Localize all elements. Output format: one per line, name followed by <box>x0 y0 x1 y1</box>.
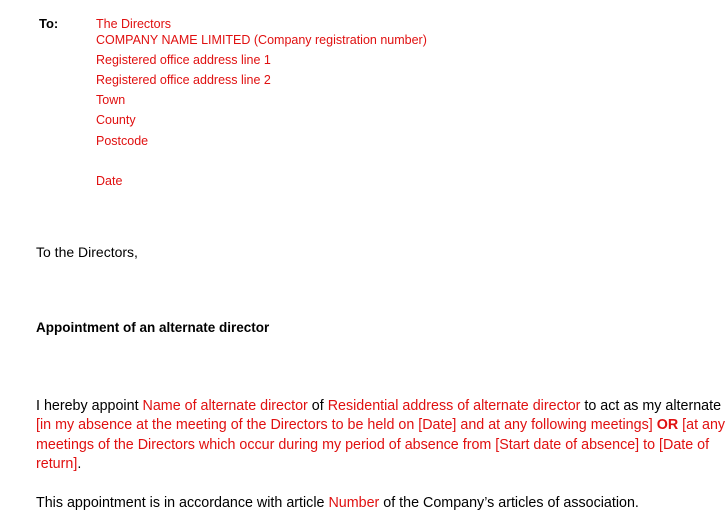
alternate-name-placeholder: Name of alternate director <box>142 398 308 414</box>
address-recipient: The Directors <box>96 17 172 31</box>
salutation: To the Directors, <box>36 244 138 260</box>
address-town: Town <box>96 93 126 107</box>
text-segment: to act as my alternate <box>580 398 722 414</box>
letter-date: Date <box>96 174 123 188</box>
address-county: County <box>96 113 136 127</box>
text-segment: This appointment is in accordance with article <box>36 495 329 511</box>
address-line-1: Registered office address line 1 <box>96 53 271 67</box>
or-keyword: OR <box>656 417 679 434</box>
alternate-address-placeholder: Residential address of alternate director <box>327 398 581 414</box>
text-segment: I hereby appoint <box>36 398 143 414</box>
letter-heading: Appointment of an alternate director <box>36 320 270 335</box>
article-paragraph <box>36 494 726 513</box>
meeting-option-placeholder: [in my absence at the meeting of the Directors to be held on [Date] and at any following meetings] <box>36 417 653 434</box>
text-segment: of <box>307 398 328 414</box>
text-segment: of the Company’s articles of association. <box>379 495 639 511</box>
article-number-placeholder: Number <box>328 495 380 511</box>
absence-period-placeholder: [at any meetings of the Directors which occur during my period of absence from [Start date of absence] to [Date of return] <box>36 417 726 472</box>
appointment-paragraph <box>36 397 726 474</box>
text-segment: . <box>77 455 82 472</box>
address-company: COMPANY NAME LIMITED (Company registration number) <box>96 33 427 47</box>
to-label: To: <box>39 16 59 31</box>
address-line-2: Registered office address line 2 <box>96 73 271 87</box>
address-postcode: Postcode <box>96 134 149 148</box>
